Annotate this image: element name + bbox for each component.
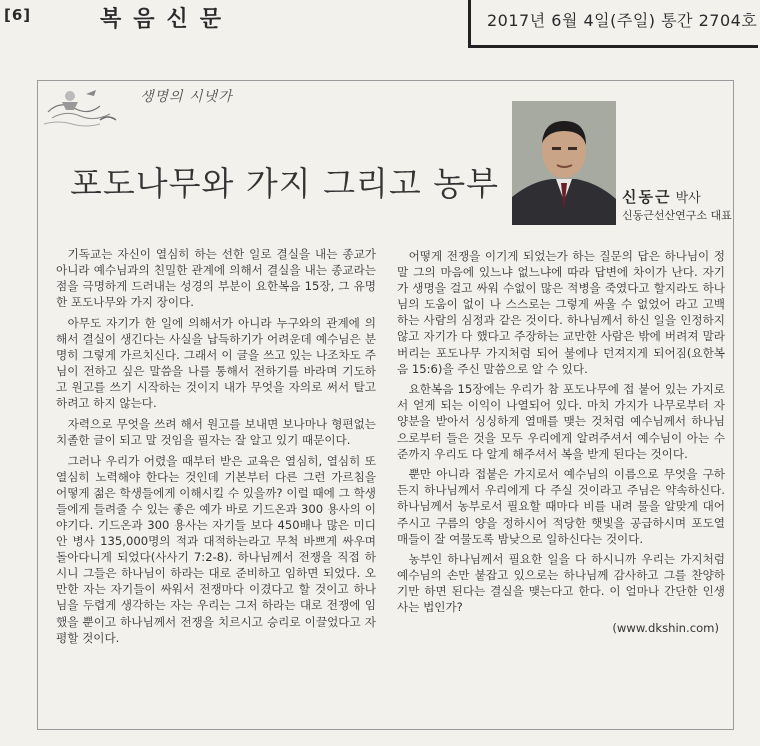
paragraph: 요한복음 15장에는 우리가 참 포도나무에 접 붙어 있는 가지로서 얻게 되는 이익이 나열되어 있다. 마치 가지가 나무로부터 자양분을 받아서 싱싱하게 열매를 맺는 것처럼 예수님께서 하나님으로부터 들은 것을 모두 우리에게 알려주셔서 예수님이 아는 수준까지 우리도 다 알게 해주셔서 복을 받게 된다는 것이다. [397, 382, 725, 461]
article-title: 포도나무와 가지 그리고 농부 [70, 164, 500, 203]
newspaper-name: 복음신문 [100, 6, 234, 32]
paragraph: 자력으로 무엇을 쓰려 해서 원고를 보내면 보나마나 형편없는 치졸한 글이 되고 말 것임을 필자는 잘 알고 있기 때문이다. [56, 416, 376, 448]
page-header [0, 0, 760, 44]
column-series-label: 생명의 시냇가 [140, 89, 233, 105]
article-column-left [56, 246, 376, 650]
author-photo [512, 101, 616, 225]
paragraph: 농부인 하나님께서 필요한 일을 다 하시니까 우리는 가지처럼 예수님의 손만 붙잡고 있으로는 하나님께 감사하고 그를 찬양하기만 하면 된다는 결실을 맺는다고 한다. 이 얼마나 간단한 인생사는 법인가? [397, 552, 725, 615]
author-name: 신동근 [622, 188, 672, 206]
author-organization: 신동근선산연구소 대표 [622, 209, 732, 222]
paragraph: 그러나 우리가 어렸을 때부터 받은 교육은 열심히, 열심히 또 열심히 노력해야 한다는 것인데 기본부터 다른 그런 가르침을 어떻게 젊은 학생들에게 이해시킬 수 있을까? 이럴 때에 그 학생들에게 들려줄 수 있는 좋은 예가 바로 기드온과 300 용사의 이야기다. 기드온과 300 용사는 자기들 보다 450배나 많은 미디안 병사 135,000명의 적과 대적하는라고 무척 바쁘게 싸우며 돌아다니게 되었다(사사기 7:2-8). 하나님께서 전쟁을 직접 하시니 그들은 하나님이 하라는 대로 준비하고 임하면 되었다. 오만한 자는 자기들이 싸워서 전쟁마다 이겼다고 할 것이고 하나님을 두렵게 생각하는 자는 우리는 그저 하라는 대로 전쟁에 임했을 뿐이고 하나님께서 전쟁을 치르시고 승리로 이끌었다고 자평할 것이다. [56, 453, 376, 645]
paragraph: 어떻게 전쟁을 이기게 되었는가 하는 질문의 답은 하나님이 정말 그의 마음에 있느냐 없느냐에 따라 답변에 차이가 난다. 자기가 생명을 걸고 싸워 수없이 많은 적병을 죽였다고 할지라도 하나님의 도움이 없이 나 스스로는 그렇게 싸울 수 없었어 라고 고백하는 사람의 심정과 같은 것이다. 하나님께서 하신 일을 인정하지 않고 자기가 다 했다고 주장하는 교만한 사람은 밖에 버려져 말라 버리는 포도나무 가지처럼 되어 불에나 던져지게 되어짐(요한복음 15:6)을 주신 말씀으로 알 수 있다. [397, 249, 725, 376]
source-url: (www.dkshin.com) [612, 621, 719, 636]
author-title: 박사 [675, 191, 701, 206]
issue-date-box [468, 0, 758, 48]
page-number: [6] [4, 6, 32, 24]
paragraph: 기독교는 자신이 열심히 하는 선한 일로 결실을 내는 종교가 아니라 예수님과의 친밀한 관계에 의해서 결실을 내는 종교라는 점을 극명하게 드러내는 성경의 부분이 요한복음 15장, 그 유명한 포도나무와 가지 장이다. [56, 247, 376, 310]
paragraph: 뿐만 아니라 접붙은 가지로서 예수님의 이름으로 무엇을 구하든지 하나님께서 우리에게 다 주실 것이라고 주님은 약속하신다. 하나님께서 농부로서 필요할 때마다 비를 내려 물을 알맞게 대어주시고 구름의 양을 정하시어 적당한 햇빛을 공급하시며 포도열매들이 잘 여물도록 밤낮으로 일하신다는 것이다. [397, 467, 725, 546]
paragraph: 아무도 자기가 한 일에 의해서가 아니라 누구와의 관계에 의해서 결실이 생긴다는 사실을 납득하기가 어려운데 예수님은 분명히 그렇게 가르치신다. 그래서 이 글을 쓰고 있는 나조차도 주님이 전하고 싶은 말씀을 나를 통해서 전하기를 바라며 기도하고 원고를 쓰기 시작하는 것이지 내가 무엇을 자의로 써서 탈고하려고 하지 않는다. [56, 315, 376, 411]
author-byline [622, 186, 701, 207]
stream-illustration-icon [40, 82, 130, 130]
issue-date: 2017년 6월 4일(주일) 통간 2704호 [487, 11, 758, 30]
article-column-right [397, 248, 725, 641]
